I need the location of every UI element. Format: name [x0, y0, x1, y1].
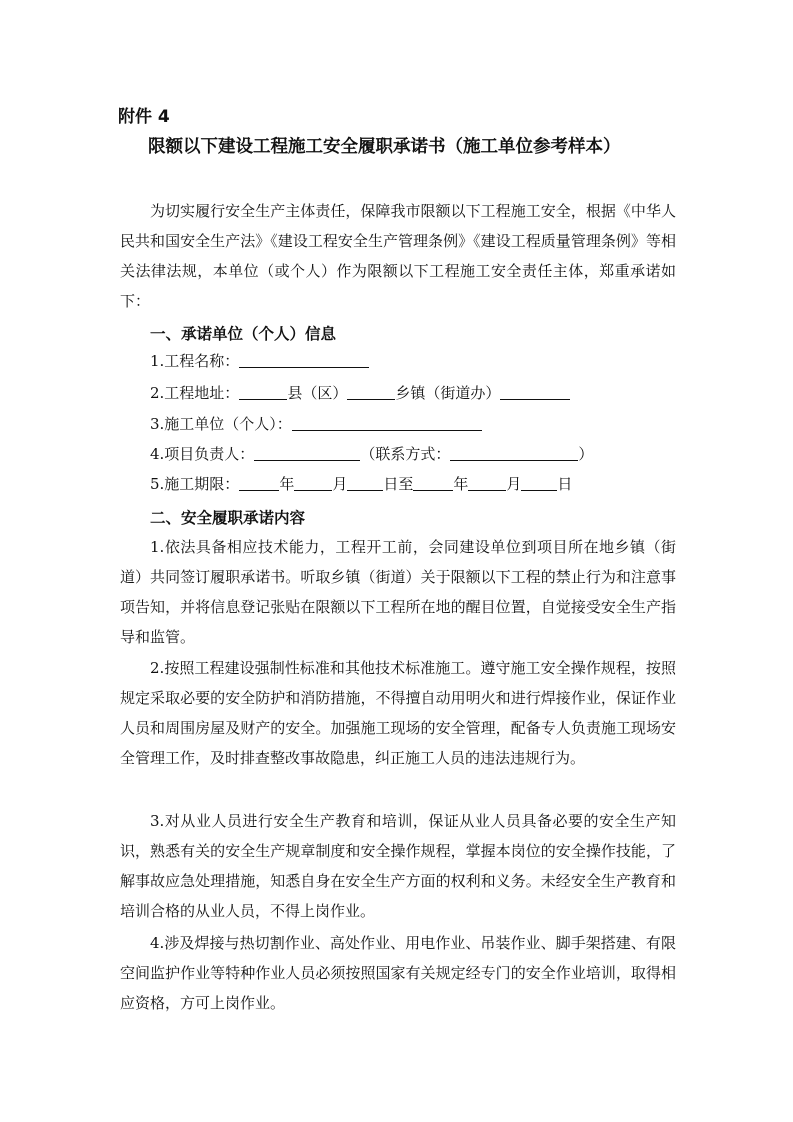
project-manager-blank[interactable] — [254, 444, 360, 461]
construction-unit-blank[interactable] — [292, 414, 482, 431]
construction-unit-field: 3.施工单位（个人）： — [150, 414, 482, 434]
street-blank[interactable] — [500, 383, 570, 400]
commitment-item-1: 1.依法具备相应技术能力，工程开工前，会同建设单位到项目所在地乡镇（街道）共同签订履职承诺书。听取乡镇（街道）关于限额以下工程的禁止行为和注意事项告知，并将信息登记张贴在限额以下工程所在地的醒目位置，自觉接受安全生产指导和监管。 — [120, 538, 676, 646]
start-year-blank[interactable] — [239, 474, 279, 491]
section2-heading: 二、安全履职承诺内容 — [150, 509, 306, 527]
document-title: 限额以下建设工程施工安全履职承诺书（施工单位参考样本） — [148, 137, 621, 157]
construction-period-field: 5.施工期限： 年 月 日至 年 月 日 — [150, 475, 573, 493]
county-blank[interactable] — [239, 383, 287, 400]
contact-blank[interactable] — [450, 444, 578, 461]
project-name-field: 1.工程名称： — [150, 351, 369, 371]
end-day-blank[interactable] — [521, 474, 557, 491]
town-blank[interactable] — [347, 383, 395, 400]
commitment-item-3: 3.对从业人员进行安全生产教育和培训，保证从业人员具备必要的安全生产知识，熟悉有关的安全生产规章制度和安全操作规程，掌握本岗位的安全操作技能，了解事故应急处理措施，知悉自身在安全生产方面的权利和义务。未经安全生产教育和培训合格的从业人员，不得上岗作业。 — [120, 812, 676, 920]
end-year-blank[interactable] — [413, 474, 453, 491]
commitment-item-2: 2.按照工程建设强制性标准和其他技术标准施工。遵守施工安全操作规程，按照规定采取必要的安全防护和消防措施，不得擅自动用明火和进行焊接作业，保证作业人员和周围房屋及财产的安全。加强施工现场的安全管理，配备专人负责施工现场安全管理工作，及时排查整改事故隐患，纠正施工人员的违法违规行为。 — [120, 659, 676, 767]
end-month-blank[interactable] — [468, 474, 506, 491]
section1-heading: 一、承诺单位（个人）信息 — [150, 325, 337, 343]
project-name-blank[interactable] — [239, 351, 369, 368]
start-month-blank[interactable] — [294, 474, 332, 491]
commitment-item-4: 4.涉及焊接与热切割作业、高处作业、用电作业、吊装作业、脚手架搭建、有限空间监护作业等特种作业人员必须按照国家有关规定经专门的安全作业培训，取得相应资格，方可上岗作业。 — [120, 934, 676, 1012]
attachment-label: 附件 4 — [118, 107, 170, 127]
address-field: 2.工程地址： 县（区） 乡镇（街道办） — [150, 383, 570, 403]
start-day-blank[interactable] — [347, 474, 383, 491]
project-manager-field: 4.项目负责人： （联系方式： ） — [150, 445, 594, 463]
intro-paragraph: 为切实履行安全生产主体责任，保障我市限额以下工程施工安全，根据《中华人民共和国安全生产法》《建设工程安全生产管理条例》《建设工程质量管理条例》等相关法律法规，本单位（或个人）作为限额以下工程施工安全责任主体，郑重承诺如下： — [120, 202, 676, 310]
